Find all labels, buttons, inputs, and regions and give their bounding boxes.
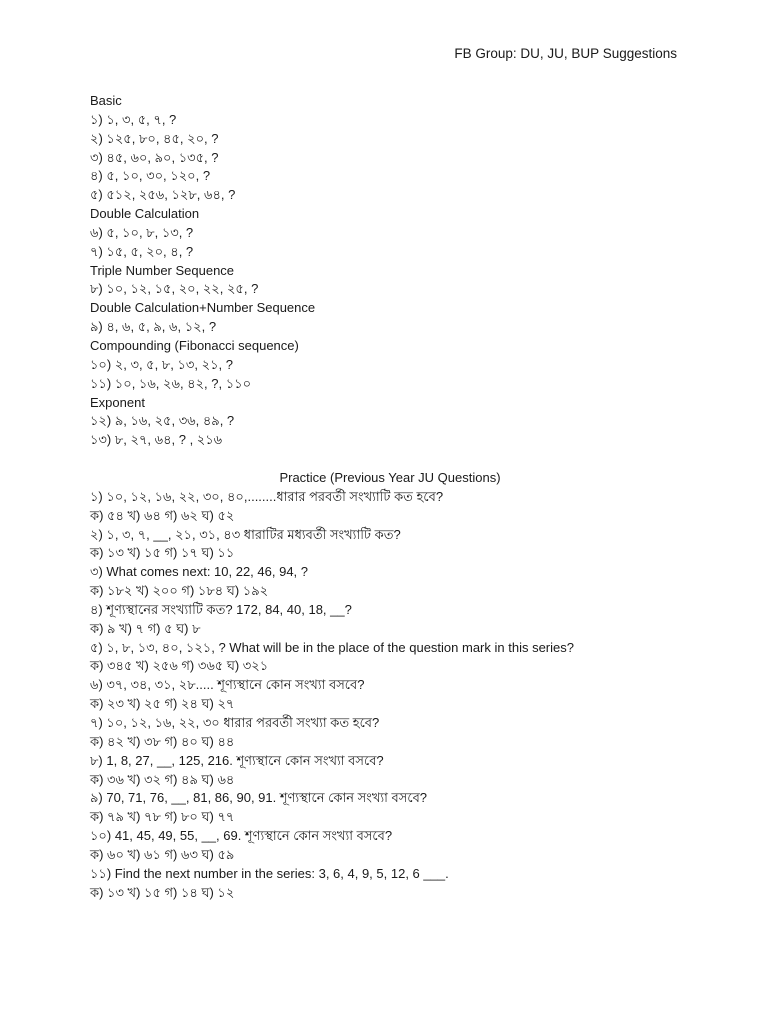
question-line: ৯) ৪, ৬, ৫, ৯, ৬, ১২, ? (90, 319, 217, 335)
answer-options: ক) ৪২ খ) ৩৮ গ) ৪০ ঘ) ৪৪ (90, 733, 235, 749)
question-line: ১০) ২, ৩, ৫, ৮, ১৩, ২১, ? (90, 356, 233, 372)
answer-options: ক) ৯ খ) ৭ গ) ৫ ঘ) ৮ (90, 620, 201, 636)
question-line: ৩) What comes next: 10, 22, 46, 94, ? (90, 564, 309, 580)
answer-options: ক) ৩৪৫ খ) ২৫৬ গ) ৩৬৫ ঘ) ৩২১ (90, 658, 269, 674)
document-body (90, 92, 690, 902)
answer-options: ক) ৭৯ খ) ৭৮ গ) ৮০ ঘ) ৭৭ (90, 809, 235, 825)
section-heading-double-calculation: Double Calculation (90, 206, 200, 222)
section-heading-triple-sequence: Triple Number Sequence (90, 262, 235, 278)
question-line: ২) ১, ৩, ৭, __, ২১, ৩১, ৪৩ ধারাটির মধ্যবর্তী সংখ্যাটি কত? (90, 526, 401, 542)
answer-options: ক) ১৩ খ) ১৫ গ) ১৭ ঘ) ১১ (90, 545, 235, 561)
section-heading-compounding: Compounding (Fibonacci sequence) (90, 337, 299, 353)
question-line: ১০) 41, 45, 49, 55, __, 69. শূণ্যস্থানে কোন সংখ্যা বসবে? (90, 828, 393, 844)
answer-options: ক) ১৩ খ) ১৫ গ) ১৪ ঘ) ১২ (90, 884, 235, 900)
answer-options: ক) ৬০ খ) ৬১ গ) ৬৩ ঘ) ৫৯ (90, 846, 235, 862)
answer-options: ক) ৫৪ খ) ৬৪ গ) ৬২ ঘ) ৫২ (90, 507, 235, 523)
answer-options: ক) ৩৬ খ) ৩২ গ) ৪৯ ঘ) ৬৪ (90, 771, 235, 787)
answer-options: ক) ১৮২ খ) ২০০ গ) ১৮৪ ঘ) ১৯২ (90, 583, 269, 599)
question-line: ৪) শূণ্যস্থানের সংখ্যাটি কত? 172, 84, 40, 18, __? (90, 601, 352, 617)
question-line: ২) ১২৫, ৮০, ৪৫, ২০, ? (90, 130, 219, 146)
question-line: ৯) 70, 71, 76, __, 81, 86, 90, 91. শূণ্যস্থানে কোন সংখ্যা বসবে? (90, 790, 428, 806)
blank-line (90, 450, 690, 469)
question-line: ৭) ১০, ১২, ১৬, ২২, ৩০ ধারার পরবর্তী সংখ্যা কত হবে? (90, 715, 380, 730)
question-line: ৩) ৪৫, ৬০, ৯০, ১৩৫, ? (90, 149, 219, 165)
section-heading-basic: Basic (90, 93, 122, 108)
question-line: ৭) ১৫, ৫, ২০, ৪, ? (90, 243, 194, 259)
question-line: ৫) ১, ৮, ১৩, ৪০, ১২১, ? What will be in the place of the question mark in this series? (90, 639, 574, 655)
question-line: ১১) ১০, ১৬, ২৬, ৪২, ?, ১১০ (90, 375, 252, 391)
question-line: ১২) ৯, ১৬, ২৫, ৩৬, ৪৯, ? (90, 413, 235, 429)
question-line: ১) ১, ৩, ৫, ৭, ? (90, 111, 177, 127)
page-header: FB Group: DU, JU, BUP Suggestions (454, 46, 677, 61)
question-line: ৮) ১০, ১২, ১৫, ২০, ২২, ২৫, ? (90, 281, 259, 297)
section-heading-double-calc-sequence: Double Calculation+Number Sequence (90, 300, 316, 316)
question-line: ৮) 1, 8, 27, __, 125, 216. শূণ্যস্থানে কোন সংখ্যা বসবে? (90, 752, 384, 768)
question-line: ১১) Find the next number in the series: 3, 6, 4, 9, 5, 12, 6 ___. (90, 865, 449, 881)
question-line: ১) ১০, ১২, ১৬, ২২, ৩০, ৪০,........ধারার পরবর্তী সংখ্যাটি কত হবে? (90, 488, 444, 504)
question-line: ৫) ৫১২, ২৫৬, ১২৮, ৬৪, ? (90, 187, 236, 203)
section-heading-exponent: Exponent (90, 394, 145, 410)
question-line: ৬) ৫, ১০, ৮, ১৩, ? (90, 224, 194, 240)
question-line: ৬) ৩৭, ৩৪, ৩১, ২৮..... শূণ্যস্থানে কোন সংখ্যা বসবে? (90, 677, 365, 693)
answer-options: ক) ২৩ খ) ২৫ গ) ২৪ ঘ) ২৭ (90, 696, 235, 712)
practice-heading: Practice (Previous Year JU Questions) (279, 470, 501, 486)
question-line: ৪) ৫, ১০, ৩০, ১২০, ? (90, 168, 211, 184)
question-line: ১৩) ৮, ২৭, ৬৪, ? , ২১৬ (90, 432, 223, 448)
